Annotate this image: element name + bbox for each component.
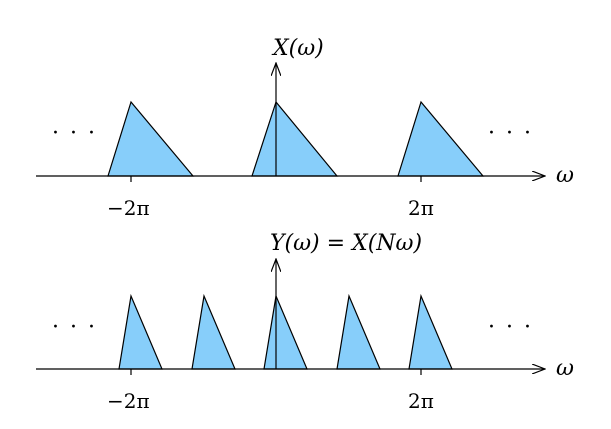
top-tick-label-neg-2pi: −2π [107, 196, 150, 220]
top-pulse-neg-2pi [108, 102, 193, 176]
bottom-ellipsis-left: · · · [52, 315, 97, 340]
top-axis-label: ω [556, 163, 574, 188]
bottom-plot [36, 231, 574, 413]
top-ellipsis-right: · · · [488, 121, 533, 146]
bottom-pulse-2 [192, 296, 235, 369]
bottom-pulse-3 [264, 296, 307, 369]
top-title: X(ω) [273, 36, 324, 61]
bottom-axis-label: ω [556, 356, 574, 381]
bottom-pulse-4 [337, 296, 380, 369]
top-plot [36, 36, 574, 220]
bottom-pulse-5 [409, 296, 452, 369]
bottom-tick-label-pos-2pi: 2π [408, 389, 434, 413]
top-pulse-zero [252, 102, 337, 176]
bottom-tick-label-neg-2pi: −2π [107, 389, 150, 413]
top-tick-label-pos-2pi: 2π [408, 196, 434, 220]
bottom-pulse-1 [119, 296, 162, 369]
top-pulse-pos-2pi [398, 102, 483, 176]
top-ellipsis-left: · · · [52, 121, 97, 146]
bottom-ellipsis-right: · · · [488, 315, 533, 340]
bottom-title: Y(ω) = X(Nω) [270, 231, 423, 256]
